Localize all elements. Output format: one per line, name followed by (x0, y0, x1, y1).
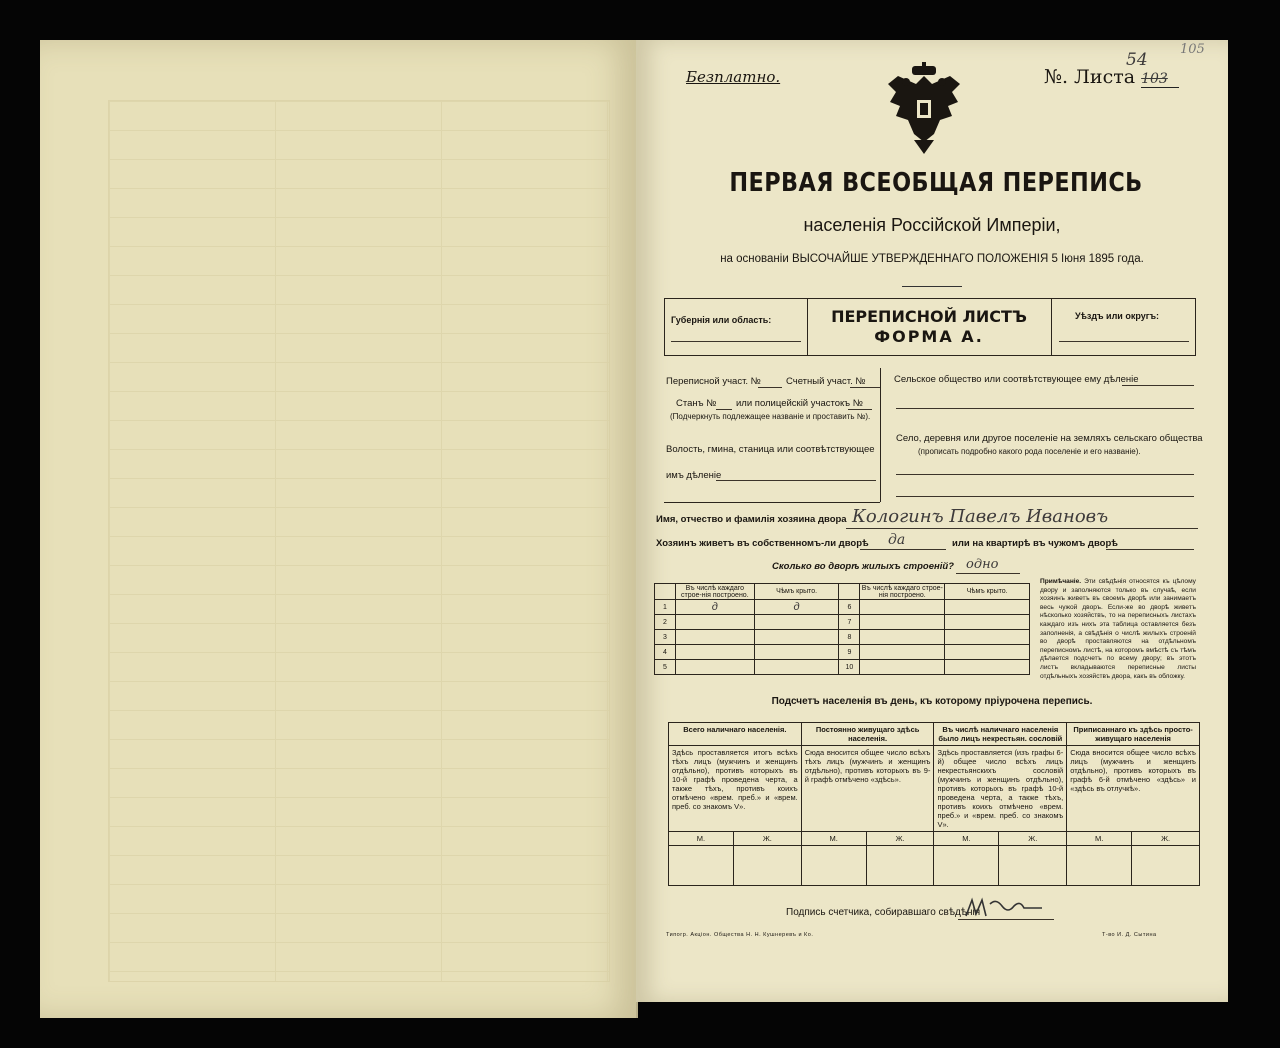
population-heading: Подсчетъ населенія въ день, къ которому пріурочена перепись. (771, 696, 1093, 707)
count-cell[interactable] (1067, 846, 1132, 886)
column-divider (880, 368, 881, 502)
table-row (655, 615, 1030, 630)
counting-section-line[interactable] (850, 387, 880, 388)
rural-society-label: Сельское общество или соотвѣтствующее ему дѣленіе (894, 374, 1139, 385)
their-division-label: имъ дѣленіе (666, 470, 722, 481)
built-cell[interactable] (860, 630, 945, 645)
built-cell[interactable] (860, 660, 945, 675)
sheet-number-corner: 105 (1180, 42, 1205, 57)
roof-cell[interactable] (945, 615, 1030, 630)
ornament-divider (902, 286, 962, 287)
row-number: 6 (839, 600, 860, 615)
note-label: Примѣчаніе. (1040, 578, 1082, 585)
volost-line[interactable] (716, 480, 876, 481)
roof-cell[interactable] (754, 615, 839, 630)
owner-name-label: Имя, отчество и фамилія хозяина двора (656, 514, 847, 525)
census-section-field (666, 376, 761, 387)
population-table (668, 722, 1200, 886)
uezd-line (1059, 341, 1189, 342)
roof-cell[interactable] (945, 645, 1030, 660)
form-header-box (664, 298, 1196, 356)
sheet-title: ПЕРЕПИСНОЙ ЛИСТЪ (831, 307, 1027, 326)
signature-label: Подпись счетчика, собиравшаго свѣдѣнія (786, 907, 981, 918)
note-block (1040, 578, 1196, 681)
male-header: М. (934, 832, 999, 846)
page-subtitle: населенія Россійской Имперіи, (803, 215, 1061, 235)
stan-label: Станъ № (676, 398, 717, 409)
row-number: 7 (839, 615, 860, 630)
counting-section-label: Счетный участ. № (786, 376, 866, 387)
uezd-label: Уѣздъ или округъ: (1075, 311, 1160, 321)
built-cell[interactable] (675, 660, 754, 675)
roof-cell[interactable] (945, 600, 1030, 615)
col-resident-title: Постоянно живущаго здѣсь населенія. (801, 723, 934, 746)
male-header: М. (1067, 832, 1132, 846)
printer-right: Т-во И. Д. Сытина (1102, 932, 1157, 938)
owner-name-line[interactable] (846, 528, 1198, 529)
village-label: Село, деревня или другое поселеніе на земляхъ сельскаго общества (896, 433, 1203, 444)
owner-lives-value[interactable]: да (888, 532, 906, 548)
row-number: 9 (839, 645, 860, 660)
row-number: 10 (839, 660, 860, 675)
ruled-grid (108, 100, 610, 982)
police-section-label: или полицейскій участокъ № (736, 398, 863, 409)
buildings-value[interactable]: одно (966, 557, 999, 572)
stan-line[interactable] (716, 409, 732, 410)
row-number: 1 (655, 600, 676, 615)
buildings-table (654, 583, 1030, 675)
buildings-label: Сколько во дворѣ жилыхъ строеній? (772, 561, 954, 572)
row-number: 8 (839, 630, 860, 645)
or-apartment-label: или на квартирѣ въ чужомъ дворѣ (952, 538, 1118, 549)
col-total-title: Всего наличнаго населенія. (669, 723, 802, 746)
page-title: ПЕРВАЯ ВСЕОБЩАЯ ПЕРЕПИСЬ (729, 168, 1143, 198)
built-cell[interactable] (860, 645, 945, 660)
count-cell[interactable] (999, 846, 1067, 886)
legal-basis: на основаніи ВЫСОЧАЙШЕ УТВЕРЖДЕННАГО ПОЛОЖЕНІЯ 5 Іюня 1895 года. (720, 253, 1144, 265)
row-number: 5 (655, 660, 676, 675)
col-registered-desc: Сюда вносится общее число всѣхъ лицъ (мужчинъ и женщинъ отдѣльно), противъ которыхъ въ графѣ 6-й отмѣчено «здѣсь» и «здѣсь въ отлучкѣ». (1067, 746, 1200, 832)
built-cell[interactable] (860, 615, 945, 630)
roof-cell[interactable]: д (754, 600, 839, 615)
male-header: М. (801, 832, 866, 846)
count-cell[interactable] (801, 846, 866, 886)
col-total-desc: Здѣсь проставляется итогъ всѣхъ тѣхъ лицъ (мужчинъ и женщинъ отдѣльно), противъ которыхъ въ 10-й графѣ проведена черта, а также тѣхъ, противъ коихъ отмѣчено «врем. преб.» и «врем. преб. со знакомъ V». (669, 746, 802, 832)
roof-cell[interactable] (945, 660, 1030, 675)
section-divider (664, 502, 880, 503)
count-cell[interactable] (1132, 846, 1200, 886)
female-header: Ж. (866, 832, 934, 846)
guberniya-line (671, 341, 801, 342)
count-cell[interactable] (866, 846, 934, 886)
col-nonpeasant-title: Въ числѣ наличнаго населенія было лицъ некрестьян. сословій (934, 723, 1067, 746)
sheet-number-crossed: 103 (1141, 71, 1179, 88)
row-number: 4 (655, 645, 676, 660)
census-section-label: Переписной участ. № (666, 376, 761, 387)
village-line-2[interactable] (896, 496, 1194, 497)
roof-cell[interactable] (754, 630, 839, 645)
table-row (655, 660, 1030, 675)
guberniya-label: Губернія или область: (671, 315, 772, 325)
female-header: Ж. (733, 832, 801, 846)
rural-society-line[interactable] (1122, 385, 1194, 386)
village-note: (прописать подробно какого рода поселеніе и его названіе). (918, 447, 1141, 456)
female-header: Ж. (1132, 832, 1200, 846)
census-section-line[interactable] (758, 387, 782, 388)
note-text: Эти свѣдѣнія относятся къ цѣлому двору и заполняются только въ случаѣ, если хозяинъ живетъ въ своемъ дворѣ или занимаетъ весь чужой дворъ. Если-же во дворѣ живетъ нѣсколько хозяйствъ, то на переписныхъ листахъ каждаго изъ нихъ эта таблица оставляется безъ заполненія, а свѣдѣнія о числѣ жилыхъ строеній во дворѣ проставляются на отдѣльномъ переписномъ листѣ, на которомъ вмѣстѣ съ тѣмъ дѣлается подсчетъ по всему двору; въ этотъ листъ вкладываются переписные листы отдѣльныхъ хозяйствъ двора, какъ въ обложку. (1040, 578, 1196, 680)
underline-note: (Подчеркнуть подлежащее названіе и проставить №). (670, 412, 871, 421)
or-apartment-line[interactable] (1106, 549, 1194, 550)
col-roof-2: Чѣмъ крыто. (945, 584, 1030, 600)
built-cell[interactable] (860, 600, 945, 615)
form-title: ФОРМА А. (874, 327, 984, 346)
row-number: 3 (655, 630, 676, 645)
volost-label: Волость, гмина, станица или соотвѣтствующее (666, 444, 875, 455)
divider (1051, 299, 1052, 355)
col-roof: Чѣмъ крыто. (754, 584, 839, 600)
row-number: 2 (655, 615, 676, 630)
owner-name-value[interactable]: Кологинъ Павелъ Ивановъ (852, 506, 1109, 527)
roof-cell[interactable] (754, 645, 839, 660)
census-form-page (636, 40, 1228, 1002)
count-cell[interactable] (934, 846, 999, 886)
built-cell[interactable] (675, 615, 754, 630)
built-cell[interactable] (675, 630, 754, 645)
police-section-line[interactable] (848, 409, 872, 410)
sheet-number (1044, 66, 1179, 88)
col-resident-desc: Сюда вносится общее число всѣхъ тѣхъ лицъ (мужчинъ и женщинъ отдѣльно), противъ которыхъ въ 9-й графѣ отмѣчено «здѣсь». (801, 746, 934, 832)
table-row (655, 630, 1030, 645)
built-cell[interactable] (675, 645, 754, 660)
enumerator-signature (962, 896, 1046, 922)
roof-cell[interactable] (945, 630, 1030, 645)
owner-lives-label: Хозяинъ живетъ въ собственномъ-ли дворѣ (656, 538, 869, 549)
owner-lives-line[interactable] (860, 549, 946, 550)
table-row (655, 600, 1030, 615)
col-registered-title: Приписаннаго къ здѣсь просто-живущаго населенія (1067, 723, 1200, 746)
village-line[interactable] (896, 474, 1194, 475)
table-row (655, 645, 1030, 660)
built-cell[interactable]: д (675, 600, 754, 615)
sheet-number-handwritten: 54 (1126, 50, 1148, 70)
double-headed-eagle-emblem (884, 62, 964, 162)
rural-society-line-2[interactable] (896, 408, 1194, 409)
male-header: М. (669, 832, 734, 846)
count-cell[interactable] (733, 846, 801, 886)
sheet-number-label: №. Листа (1044, 66, 1136, 88)
count-cell[interactable] (669, 846, 734, 886)
roof-cell[interactable] (754, 660, 839, 675)
female-header: Ж. (999, 832, 1067, 846)
buildings-line[interactable] (956, 573, 1020, 574)
free-label: Безплатно. (686, 68, 781, 86)
col-nonpeasant-desc: Здѣсь проставляется (изъ графы 6-й) общее число всѣхъ лицъ некрестьянскихъ сословій (мужчинъ и женщинъ отдѣльно), противъ которыхъ въ графѣ 10-й проведена черта, а также тѣхъ, противъ коихъ отмѣчено «врем. преб.» и «врем. преб. со знакомъ V». (934, 746, 1067, 832)
col-built: Въ числѣ каждаго строе-нія построено. (675, 584, 754, 600)
col-built-2: Въ числѣ каждаго строе-нія построено. (861, 584, 943, 599)
printer-left: Типогр. Акціон. Общества Н. Н. Кушнеревъ и Ко. (666, 932, 814, 938)
left-page (40, 40, 638, 1018)
